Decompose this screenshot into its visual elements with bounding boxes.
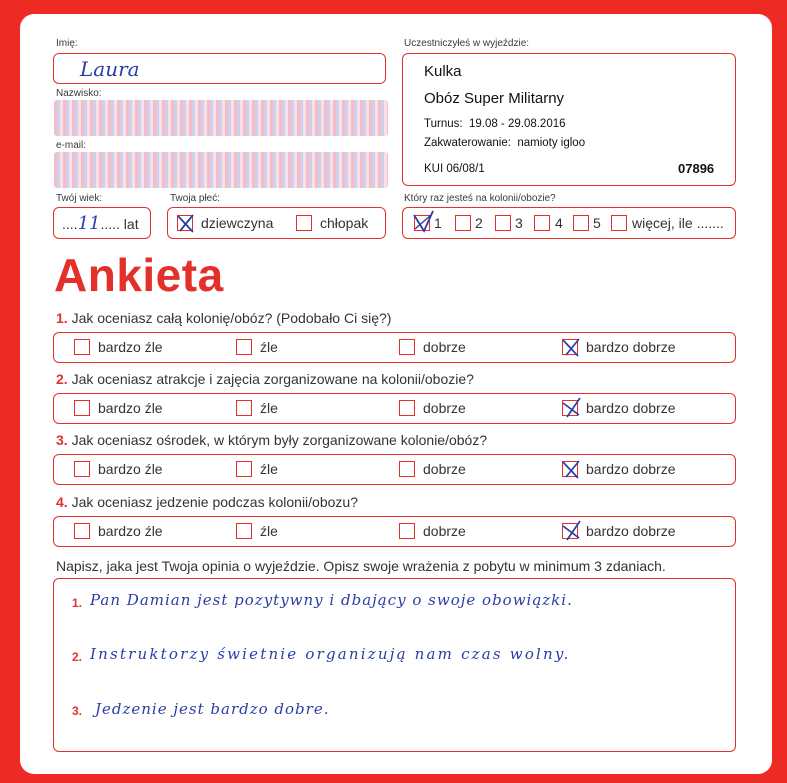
- question-3-option-2-label: źle: [260, 461, 278, 477]
- question-4-option-2-label: źle: [260, 523, 278, 539]
- opinion-line-2-number: 2.: [72, 650, 83, 664]
- question-4-option-4-checkbox[interactable]: [562, 523, 578, 539]
- camp-code: KUI 06/08/1: [424, 163, 485, 175]
- last-name-redacted: [54, 100, 388, 136]
- question-3-option-3-checkbox[interactable]: [399, 461, 415, 477]
- opinion-line-2-text: Instruktorzy świetnie organizują nam czas wolny.: [90, 645, 571, 663]
- times-option-1-checkbox[interactable]: [414, 215, 430, 231]
- opinion-line-3-number: 3.: [72, 704, 83, 718]
- question-2-option-3-checkbox[interactable]: [399, 400, 415, 416]
- gender-label: Twoja płeć:: [170, 193, 221, 204]
- participant-number: 07896: [678, 161, 715, 176]
- question-4-text: [56, 494, 358, 510]
- email-label: e-mail:: [56, 140, 87, 151]
- times-label: Który raz jesteś na kolonii/obozie?: [404, 193, 556, 204]
- times-option-1-label: 1: [434, 215, 442, 231]
- question-label: Jak oceniasz jedzenie podczas kolonii/obozu?: [71, 494, 358, 510]
- times-option-2-checkbox[interactable]: [455, 215, 471, 231]
- age-line: [62, 213, 139, 234]
- opinion-line-1-text: Pan Damian jest pozytywny i dbający o swoje obowiązki.: [90, 591, 573, 609]
- question-2-option-3-label: dobrze: [423, 400, 466, 416]
- question-3-option-1-checkbox[interactable]: [74, 461, 90, 477]
- question-number: 4.: [56, 494, 68, 510]
- camp-name: Obóz Super Militarny: [424, 90, 565, 107]
- times-option-more-label: więcej, ile .......: [632, 215, 724, 231]
- age-value: 11: [77, 213, 101, 234]
- times-option-3-label: 3: [515, 215, 523, 231]
- question-1-option-3-label: dobrze: [423, 339, 466, 355]
- accommodation-label: Zakwaterowanie:: [424, 137, 511, 149]
- question-2-option-2-checkbox[interactable]: [236, 400, 252, 416]
- question-4-option-1-checkbox[interactable]: [74, 523, 90, 539]
- question-2-option-4-checkbox[interactable]: [562, 400, 578, 416]
- question-1-option-1-label: bardzo źle: [98, 339, 163, 355]
- times-option-5-checkbox[interactable]: [573, 215, 589, 231]
- opinion-line-1-number: 1.: [72, 596, 83, 610]
- gender-option-boy-checkbox[interactable]: [296, 215, 312, 231]
- question-label: Jak oceniasz ośrodek, w którym były zorganizowane kolonie/obóz?: [71, 432, 488, 448]
- question-1-option-1-checkbox[interactable]: [74, 339, 90, 355]
- turnus-line: [424, 118, 566, 130]
- participant-label: Uczestniczyłeś w wyjeździe:: [404, 38, 530, 49]
- times-option-4-label: 4: [555, 215, 563, 231]
- question-3-option-2-checkbox[interactable]: [236, 461, 252, 477]
- age-label: Twój wiek:: [56, 193, 103, 204]
- question-number: 2.: [56, 371, 68, 387]
- question-2-option-1-checkbox[interactable]: [74, 400, 90, 416]
- turnus-value: 19.08 - 29.08.2016: [468, 118, 566, 130]
- turnus-label: Turnus:: [424, 118, 463, 130]
- email-redacted: [54, 152, 388, 188]
- gender-option-girl-checkbox[interactable]: [177, 215, 193, 231]
- opinion-prompt: Napisz, jaka jest Twoja opinia o wyjeździe. Opisz swoje wrażenia z pobytu w minimum 3 zdaniach.: [56, 558, 666, 574]
- times-option-2-label: 2: [475, 215, 483, 231]
- question-3-option-3-label: dobrze: [423, 461, 466, 477]
- question-4-option-3-label: dobrze: [423, 523, 466, 539]
- times-option-more-checkbox[interactable]: [611, 215, 627, 231]
- question-4-option-4-label: bardzo dobrze: [586, 523, 676, 539]
- gender-option-boy-label: chłopak: [320, 215, 369, 231]
- question-2-option-2-label: źle: [260, 400, 278, 416]
- question-number: 3.: [56, 432, 68, 448]
- question-number: 1.: [56, 310, 68, 326]
- first-name-label: Imię:: [56, 38, 78, 49]
- question-1-option-2-checkbox[interactable]: [236, 339, 252, 355]
- question-2-text: [56, 371, 474, 387]
- participant-name: Kulka: [424, 63, 462, 80]
- first-name-value: Laura: [80, 57, 140, 81]
- question-2-option-4-label: bardzo dobrze: [586, 400, 676, 416]
- accommodation-value: namioty igloo: [517, 137, 586, 149]
- question-3-option-1-label: bardzo źle: [98, 461, 163, 477]
- opinion-line-3-text: Jedzenie jest bardzo dobre.: [95, 700, 330, 718]
- survey-title: Ankieta: [54, 249, 224, 301]
- times-option-3-checkbox[interactable]: [495, 215, 511, 231]
- question-3-text: [56, 432, 487, 448]
- age-suffix: ..... lat: [100, 216, 139, 232]
- question-2-option-1-label: bardzo źle: [98, 400, 163, 416]
- question-label: Jak oceniasz atrakcje i zajęcia zorganizowane na kolonii/obozie?: [71, 371, 474, 387]
- question-1-option-4-checkbox[interactable]: [562, 339, 578, 355]
- question-1-option-4-label: bardzo dobrze: [586, 339, 676, 355]
- question-label: Jak oceniasz całą kolonię/obóz? (Podobało Ci się?): [71, 310, 392, 326]
- question-4-option-2-checkbox[interactable]: [236, 523, 252, 539]
- gender-option-girl-label: dziewczyna: [201, 215, 274, 231]
- times-option-5-label: 5: [593, 215, 601, 231]
- question-1-option-3-checkbox[interactable]: [399, 339, 415, 355]
- question-4-option-1-label: bardzo źle: [98, 523, 163, 539]
- question-4-option-3-checkbox[interactable]: [399, 523, 415, 539]
- question-1-option-2-label: źle: [260, 339, 278, 355]
- times-option-4-checkbox[interactable]: [534, 215, 550, 231]
- last-name-label: Nazwisko:: [56, 88, 102, 99]
- age-prefix: ....: [62, 216, 78, 232]
- accommodation-line: [424, 137, 585, 149]
- question-3-option-4-checkbox[interactable]: [562, 461, 578, 477]
- question-3-option-4-label: bardzo dobrze: [586, 461, 676, 477]
- question-1-text: [56, 310, 391, 326]
